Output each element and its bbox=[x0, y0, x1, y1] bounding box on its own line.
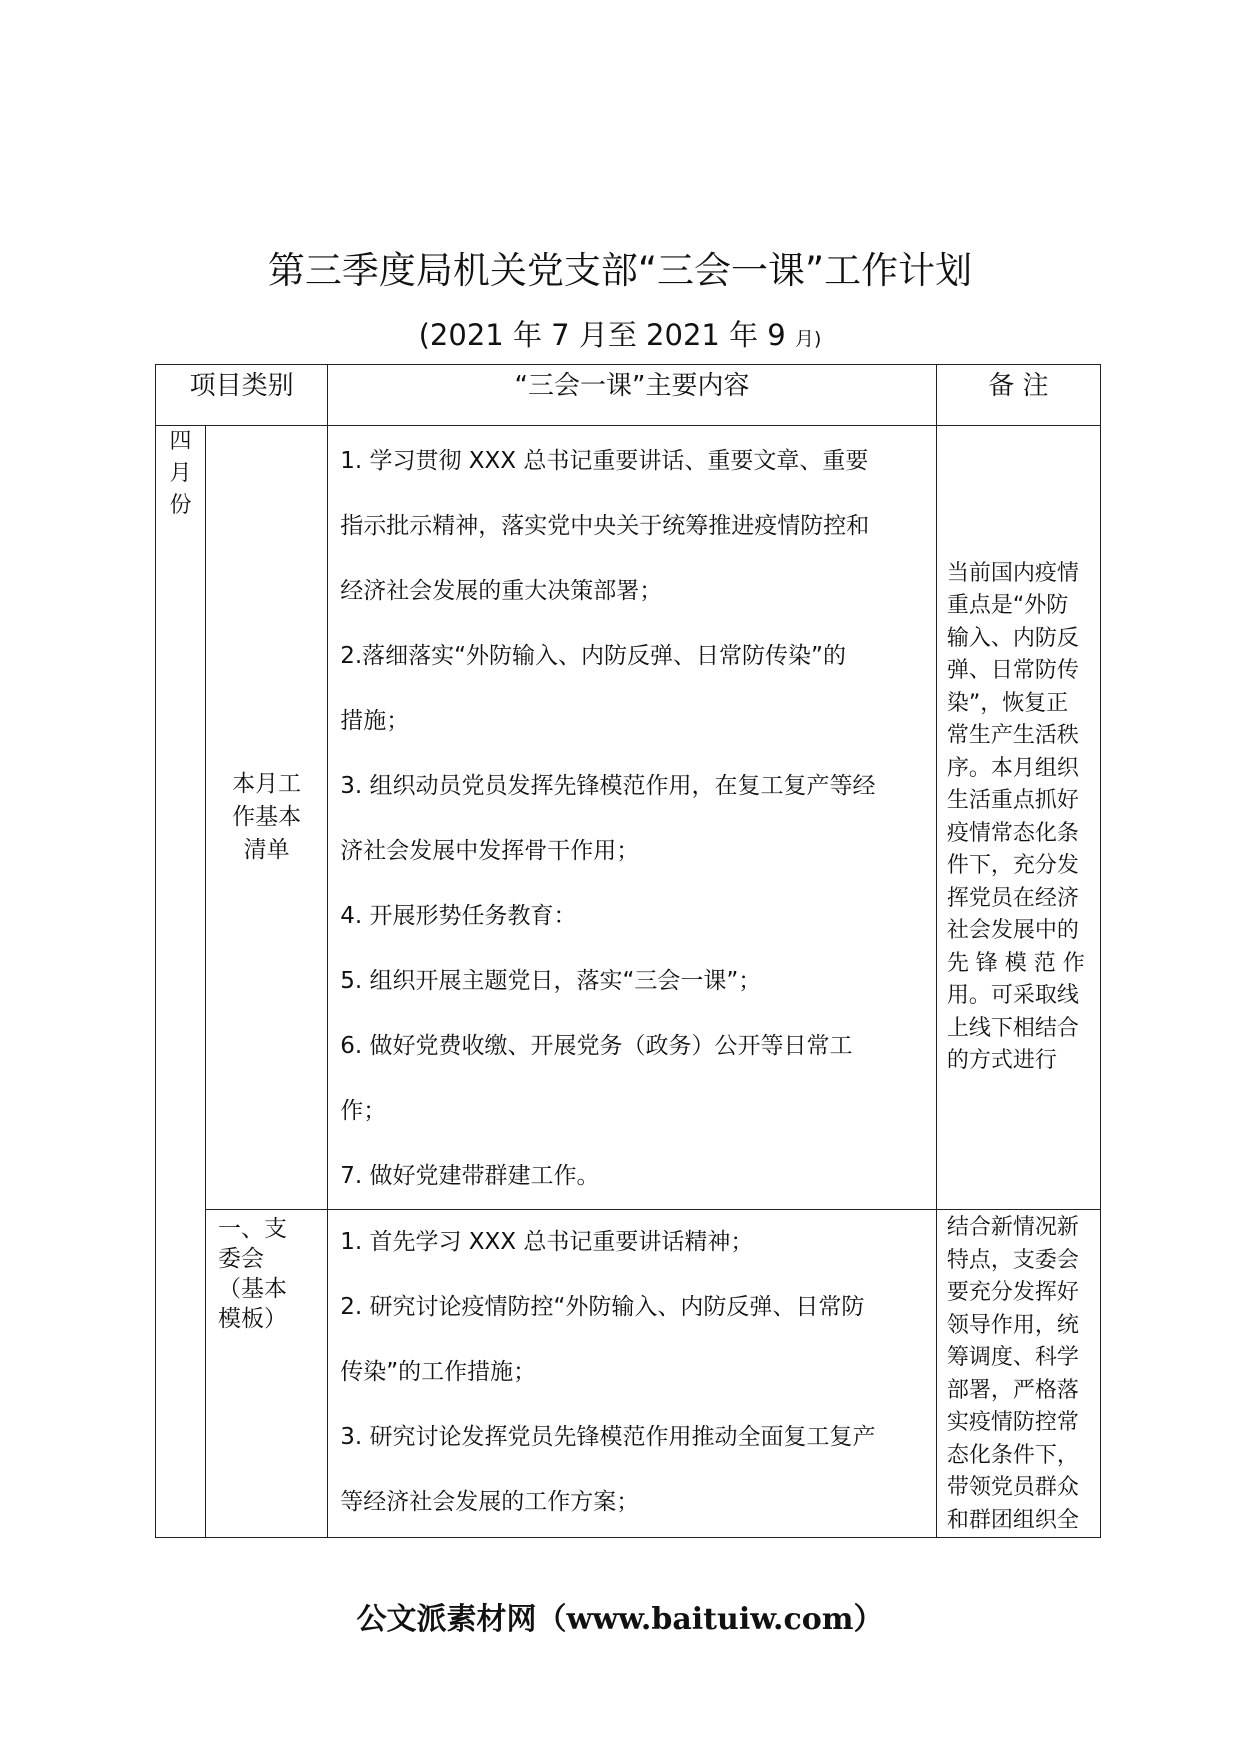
content-line: 5. 组织开展主题党日，落实“三会一课”； bbox=[340, 968, 762, 994]
plan-table bbox=[155, 364, 1101, 1538]
document-subtitle bbox=[0, 313, 1240, 354]
category-line: 作基本 bbox=[232, 804, 302, 830]
document-title: 第三季度局机关党支部“三会一课”工作计划 bbox=[267, 249, 973, 292]
row-category-cell bbox=[206, 1210, 328, 1538]
content-line: 作； bbox=[340, 1098, 387, 1124]
content-line: 3. 组织动员党员发挥先锋模范作用，在复工复产等经 bbox=[340, 773, 876, 799]
note-line: 结合新情况新 bbox=[946, 1215, 1079, 1240]
content-line: 指示批示精神，落实党中央关于统筹推进疫情防控和 bbox=[340, 513, 870, 539]
content-line: 等经济社会发展的工作方案； bbox=[340, 1489, 640, 1515]
category-line: 清单 bbox=[243, 837, 290, 863]
row-category-cell bbox=[206, 426, 328, 1210]
content-line: 措施； bbox=[340, 708, 410, 734]
subtitle-month-suffix: 月) bbox=[794, 328, 822, 350]
note-line: 弹、日常防传 bbox=[946, 658, 1079, 683]
month-label-char: 份 bbox=[169, 493, 192, 518]
content-line: 传染”的工作措施； bbox=[340, 1359, 537, 1385]
note-line: 带领党员群众 bbox=[946, 1475, 1079, 1500]
content-line: 7. 做好党建带群建工作。 bbox=[340, 1163, 600, 1189]
note-line: 先 锋 模 范 作 bbox=[946, 950, 1085, 976]
category-line: 委会 bbox=[218, 1246, 265, 1272]
row-note-cell bbox=[936, 426, 1100, 1210]
note-line: 用。可采取线 bbox=[946, 983, 1079, 1008]
header-note: 备 注 bbox=[936, 365, 1100, 426]
table-row bbox=[156, 1210, 1101, 1538]
footer-watermark: 公文派素材网（www.baituiw.com） bbox=[356, 1602, 884, 1637]
note-line: 输入、内防反 bbox=[946, 625, 1079, 651]
note-line: 挥党员在经济 bbox=[946, 885, 1079, 911]
month-label-char: 月 bbox=[169, 461, 192, 486]
note-line: 要充分发挥好 bbox=[946, 1280, 1079, 1305]
row-content-cell bbox=[328, 1210, 937, 1538]
note-line: 染”，恢复正 bbox=[946, 690, 1069, 716]
content-line: 济社会发展中发挥骨干作用； bbox=[340, 838, 640, 864]
note-line: 重点是“外防 bbox=[946, 593, 1069, 618]
content-line: 3. 研究讨论发挥党员先锋模范作用推动全面复工复产 bbox=[340, 1424, 876, 1450]
category-line: 本月工 bbox=[232, 771, 302, 797]
table-header-row bbox=[156, 365, 1101, 426]
header-content: “三会一课”主要内容 bbox=[328, 365, 937, 426]
subtitle-date-range: (2021 年 7 月至 2021 年 9 bbox=[418, 318, 795, 352]
note-line: 件下，充分发 bbox=[946, 853, 1079, 878]
note-line: 态化条件下， bbox=[946, 1442, 1079, 1468]
month-label-char: 四 bbox=[169, 429, 192, 454]
table-row bbox=[156, 426, 1101, 1210]
content-line: 1. 学习贯彻 XXX 总书记重要讲话、重要文章、重要 bbox=[340, 448, 869, 474]
note-line: 的方式进行 bbox=[946, 1048, 1057, 1073]
row-content-cell bbox=[328, 426, 937, 1210]
content-line: 经济社会发展的重大决策部署； bbox=[340, 578, 663, 604]
note-line: 序。本月组织 bbox=[946, 755, 1079, 781]
content-line: 6. 做好党费收缴、开展党务（政务）公开等日常工 bbox=[340, 1033, 853, 1059]
note-line: 当前国内疫情 bbox=[946, 560, 1079, 586]
month-label-cell bbox=[156, 426, 206, 1538]
note-line: 实疫情防控常 bbox=[946, 1410, 1079, 1435]
note-line: 疫情常态化条 bbox=[946, 820, 1079, 846]
note-line: 常生产生活秩 bbox=[946, 723, 1079, 748]
note-line: 特点，支委会 bbox=[946, 1247, 1079, 1273]
row-note-cell bbox=[936, 1210, 1100, 1538]
header-category: 项目类别 bbox=[156, 365, 328, 426]
content-line: 1. 首先学习 XXX 总书记重要讲话精神； bbox=[340, 1229, 754, 1255]
content-line: 4. 开展形势任务教育： bbox=[340, 903, 577, 929]
category-line: （基本 bbox=[218, 1276, 288, 1302]
note-line: 上线下相结合 bbox=[946, 1015, 1079, 1041]
note-line: 领导作用，统 bbox=[946, 1312, 1079, 1338]
note-line: 社会发展中的 bbox=[946, 918, 1079, 943]
note-line: 生活重点抓好 bbox=[946, 788, 1079, 813]
category-line: 一、支 bbox=[218, 1216, 288, 1242]
note-line: 筹调度、科学 bbox=[946, 1345, 1079, 1370]
content-line: 2. 研究讨论疫情防控“外防输入、内防反弹、日常防 bbox=[340, 1294, 865, 1320]
content-line: 2.落细落实“外防输入、内防反弹、日常防传染”的 bbox=[340, 643, 846, 669]
note-line: 和群团组织全 bbox=[946, 1507, 1079, 1533]
category-line: 模板） bbox=[218, 1306, 288, 1332]
note-line: 部署，严格落 bbox=[946, 1377, 1079, 1403]
